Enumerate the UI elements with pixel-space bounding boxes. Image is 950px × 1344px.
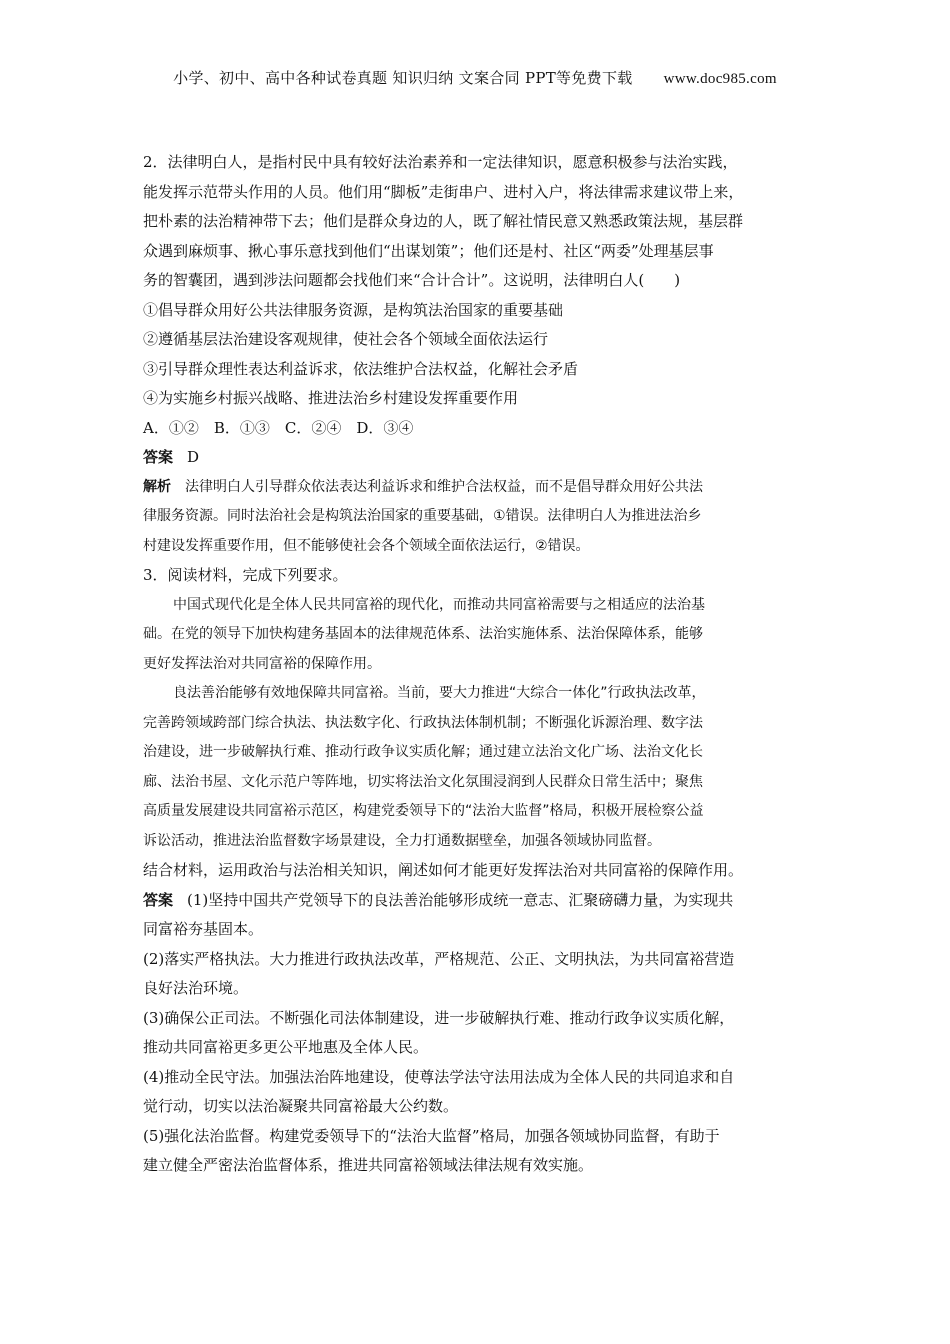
question-2-line: 务的智囊团，遇到涉法问题都会找他们来“合计合计”。这说明，法律明白人( )	[143, 271, 681, 289]
analysis-label: 解析	[143, 478, 171, 495]
answer-line: 同富裕夯基固本。	[143, 920, 264, 938]
material-line: 治建设，进一步破解执行难、推动行政争议实质化解；通过建立法治文化广场、法治文化长	[143, 744, 703, 760]
material-line: 中国式现代化是全体人民共同富裕的现代化，而推动共同富裕需要与之相适应的法治基	[173, 596, 705, 613]
material-line: 更好发挥法治对共同富裕的保障作用。	[143, 655, 381, 672]
header-text: 小学、初中、高中各种试卷真题 知识归纳 文案合同 PPT等免费下载	[173, 69, 633, 87]
answer-label: 答案	[143, 890, 174, 909]
answer-line: 觉行动，切实以法治凝聚共同富裕最大公约数。	[143, 1097, 459, 1115]
option-4: ④为实施乡村振兴战略、推进法治乡村建设发挥重要作用	[143, 389, 519, 407]
option-3: ③引导群众理性表达利益诉求，依法维护合法权益，化解社会矛盾	[143, 359, 579, 378]
material-line: 良法善治能够有效地保障共同富裕。当前，要大力推进“大综合一体化”行政执法改革，	[173, 685, 706, 701]
analysis-line: 律服务资源。同时法治社会是构筑法治国家的重要基础，①错误。法律明白人为推进法治乡	[143, 508, 702, 524]
answer-line: (1)坚持中国共产党领导下的良法善治能够形成统一意志、汇聚磅礴力量，为实现共	[187, 890, 734, 909]
question-2	[143, 148, 813, 561]
material-line: 高质量发展建设共同富裕示范区，构建党委领导下的“法治大监督”格局，积极开展检察公益	[143, 803, 704, 819]
answer-line: 良好法治环境。	[143, 979, 249, 997]
question-2-line: 众遇到麻烦事、揪心事乐意找到他们“出谋划策”；他们还是村、社区“两委”处理基层事	[143, 241, 714, 260]
question-3-title: 3．阅读材料，完成下列要求。	[143, 566, 348, 584]
answer-choices: A．①② B．①③ C．②④ D．③④	[143, 418, 414, 437]
answer-line: (3)确保公正司法。不断强化司法体制建设，进一步破解执行难、推动行政争议实质化解，	[143, 1008, 735, 1027]
question-3-answer	[143, 886, 813, 916]
answer-line: 建立健全严密法治监督体系，推进共同富裕领域法律法规有效实施。	[143, 1156, 594, 1174]
page-header	[0, 67, 950, 88]
question-2-line: 能发挥示范带头作用的人员。他们用“脚板”走街串户、进村入户，将法律需求建议带上来，	[143, 182, 744, 201]
analysis-text: 法律明白人引导群众依法表达利益诉求和维护合法权益，而不是倡导群众用好公共法	[185, 478, 703, 495]
material-line: 完善跨领域跨部门综合执法、执法数字化、行政执法体制机制；不断强化诉源治理、数字法	[143, 714, 703, 731]
question-2-line: 把朴素的法治精神带下去；他们是群众身边的人，既了解社情民意又熟悉政策法规，基层群	[143, 212, 744, 230]
question-2-line: 2．法律明白人，是指村民中具有较好法治素养和一定法律知识，愿意积极参与法治实践，	[143, 153, 738, 171]
material-line: 廊、法治书屋、文化示范户等阵地，切实将法治文化氛围浸润到人民群众日常生活中；聚焦	[143, 773, 703, 790]
answer-line: (4)推动全民守法。加强法治阵地建设，使尊法学法守法用法成为全体人民的共同追求和自	[143, 1067, 735, 1086]
analysis-line: 村建设发挥重要作用，但不能够使社会各个领域全面依法运行，②错误。	[143, 537, 590, 554]
analysis-line	[143, 473, 813, 503]
question-3-prompt: 结合材料，运用政治与法治相关知识，阐述如何才能更好发挥法治对共同富裕的保障作用。	[143, 861, 744, 879]
document-body	[143, 148, 813, 1181]
header-url: www.doc985.com	[663, 71, 777, 87]
material-line: 础。在党的领导下加快构建务基固本的法律规范体系、法治实施体系、法治保障体系，能够	[143, 626, 703, 642]
option-1: ①倡导群众用好公共法律服务资源，是构筑法治国家的重要基础	[143, 300, 564, 319]
answer-line: (2)落实严格执法。大力推进行政执法改革，严格规范、公正、文明执法，为共同富裕营造	[143, 949, 735, 968]
answer-line: 推动共同富裕更多更公平地惠及全体人民。	[143, 1038, 429, 1056]
answer-label: 答案	[143, 448, 174, 466]
material-line: 诉讼活动，推进法治监督数字场景建设，全力打通数据壁垒，加强各领域协同监督。	[143, 832, 661, 849]
answer-value: D	[187, 448, 200, 466]
question-3	[143, 561, 813, 1181]
question-2-answer	[143, 443, 813, 473]
answer-line: (5)强化法治监督。构建党委领导下的“法治大监督”格局，加强各领域协同监督，有助于	[143, 1126, 720, 1145]
option-2: ②遵循基层法治建设客观规律，使社会各个领域全面依法运行	[143, 330, 549, 348]
